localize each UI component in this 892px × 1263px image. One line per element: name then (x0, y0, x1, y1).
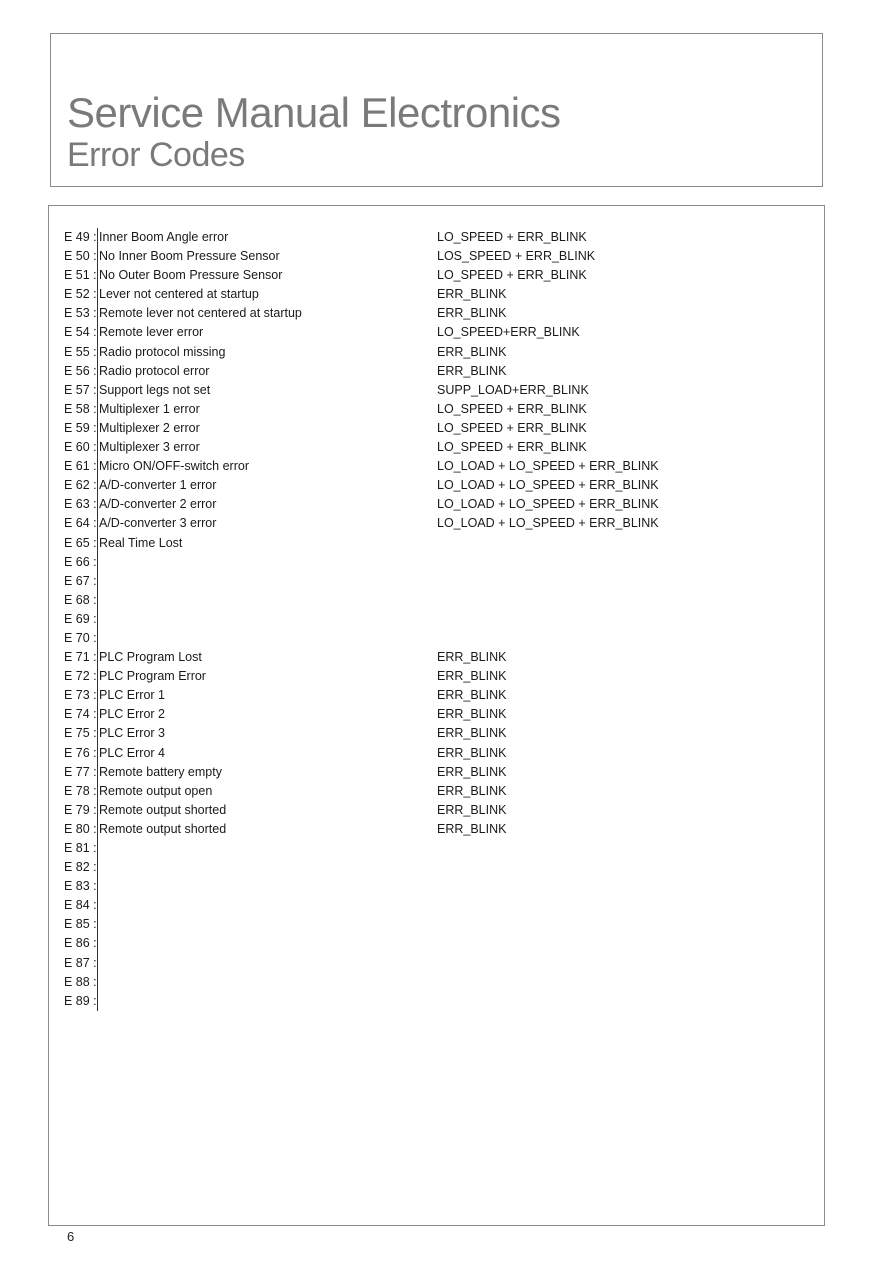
column-separator (97, 839, 98, 858)
page-number: 6 (67, 1229, 75, 1244)
error-code-row (64, 572, 804, 591)
error-code: E 71 : (64, 650, 97, 665)
column-separator (97, 820, 98, 839)
error-code: E 55 : (64, 344, 97, 359)
column-separator (97, 667, 98, 686)
error-description: Remote lever error (99, 325, 204, 340)
error-code-row (64, 667, 804, 686)
column-separator (97, 285, 98, 304)
error-code-row (64, 915, 804, 934)
column-separator (97, 381, 98, 400)
error-code-row (64, 323, 804, 342)
error-code: E 79 : (64, 802, 97, 817)
column-separator (97, 304, 98, 323)
error-code-row (64, 553, 804, 572)
error-code-row (64, 362, 804, 381)
error-action: ERR_BLINK (437, 344, 507, 359)
error-action: LO_SPEED + ERR_BLINK (437, 268, 587, 283)
error-action: LO_LOAD + LO_SPEED + ERR_BLINK (437, 516, 659, 531)
error-code-row (64, 457, 804, 476)
error-code-row (64, 954, 804, 973)
error-description: A/D-converter 1 error (99, 478, 217, 493)
error-action: LO_SPEED+ERR_BLINK (437, 325, 580, 340)
error-codes-box (48, 205, 825, 1226)
column-separator (97, 610, 98, 629)
error-action: ERR_BLINK (437, 287, 507, 302)
error-action: LO_LOAD + LO_SPEED + ERR_BLINK (437, 497, 659, 512)
error-description: PLC Error 3 (99, 726, 165, 741)
error-description: Remote output open (99, 783, 213, 798)
error-code-row (64, 495, 804, 514)
error-description: PLC Error 4 (99, 745, 165, 760)
error-code-row (64, 934, 804, 953)
error-code: E 53 : (64, 306, 97, 321)
error-code: E 83 : (64, 879, 97, 894)
error-description: No Inner Boom Pressure Sensor (99, 249, 280, 264)
column-separator (97, 553, 98, 572)
error-description: Radio protocol error (99, 363, 210, 378)
error-code: E 86 : (64, 936, 97, 951)
error-code-row (64, 400, 804, 419)
error-code-row (64, 247, 804, 266)
column-separator (97, 896, 98, 915)
error-description: Remote battery empty (99, 764, 222, 779)
error-code: E 78 : (64, 783, 97, 798)
error-description: Radio protocol missing (99, 344, 226, 359)
error-description: A/D-converter 3 error (99, 516, 217, 531)
error-code-row (64, 381, 804, 400)
error-code-row (64, 858, 804, 877)
error-description: Lever not centered at startup (99, 287, 259, 302)
error-code: E 69 : (64, 611, 97, 626)
error-code: E 50 : (64, 249, 97, 264)
error-description: Micro ON/OFF-switch error (99, 459, 249, 474)
error-code-row (64, 304, 804, 323)
error-action: ERR_BLINK (437, 726, 507, 741)
error-code-row (64, 228, 804, 247)
column-separator (97, 323, 98, 342)
error-description: Remote lever not centered at startup (99, 306, 302, 321)
column-separator (97, 228, 98, 247)
error-code: E 81 : (64, 841, 97, 855)
error-action: SUPP_LOAD+ERR_BLINK (437, 382, 589, 397)
error-code-row (64, 476, 804, 495)
error-action: ERR_BLINK (437, 306, 507, 321)
error-code-row (64, 438, 804, 457)
error-code-row (64, 820, 804, 839)
error-action: ERR_BLINK (437, 821, 507, 836)
column-separator (97, 572, 98, 591)
column-separator (97, 724, 98, 743)
column-separator (97, 763, 98, 782)
page-title: Service Manual Electronics (67, 89, 561, 136)
error-action: ERR_BLINK (437, 688, 507, 703)
error-description: PLC Program Lost (99, 650, 202, 665)
page-subtitle: Error Codes (67, 136, 245, 174)
error-code: E 62 : (64, 478, 97, 493)
column-separator (97, 457, 98, 476)
error-code: E 61 : (64, 459, 97, 474)
error-code-row (64, 744, 804, 763)
error-code: E 73 : (64, 688, 97, 703)
column-separator (97, 247, 98, 266)
error-action: LO_LOAD + LO_SPEED + ERR_BLINK (437, 459, 659, 474)
error-code: E 75 : (64, 726, 97, 741)
error-description: Multiplexer 3 error (99, 440, 200, 455)
error-code-row (64, 782, 804, 801)
error-code-row (64, 610, 804, 629)
error-code: E 59 : (64, 420, 97, 435)
error-code: E 57 : (64, 382, 97, 397)
error-code: E 85 : (64, 917, 97, 932)
error-code: E 82 : (64, 860, 97, 875)
column-separator (97, 362, 98, 381)
column-separator (97, 705, 98, 724)
error-code: E 87 : (64, 955, 97, 970)
error-code-row (64, 629, 804, 648)
error-description: No Outer Boom Pressure Sensor (99, 268, 283, 283)
error-code-row (64, 686, 804, 705)
error-code: E 66 : (64, 554, 97, 569)
error-code-row (64, 266, 804, 285)
error-description: Multiplexer 1 error (99, 401, 200, 416)
error-description: PLC Error 1 (99, 688, 165, 703)
error-code-row (64, 877, 804, 896)
error-action: LO_SPEED + ERR_BLINK (437, 420, 587, 435)
column-separator (97, 419, 98, 438)
error-code-row (64, 648, 804, 667)
error-code: E 68 : (64, 592, 97, 607)
error-action: ERR_BLINK (437, 764, 507, 779)
column-separator (97, 648, 98, 667)
error-code: E 52 : (64, 287, 97, 302)
error-description: PLC Error 2 (99, 707, 165, 722)
error-description: A/D-converter 2 error (99, 497, 217, 512)
error-action: LOS_SPEED + ERR_BLINK (437, 249, 596, 264)
error-code-row (64, 896, 804, 915)
error-code-row (64, 514, 804, 533)
error-code: E 63 : (64, 497, 97, 512)
column-separator (97, 438, 98, 457)
error-code: E 72 : (64, 669, 97, 684)
column-separator (97, 954, 98, 973)
error-code: E 67 : (64, 573, 97, 588)
error-code: E 89 : (64, 993, 97, 1008)
column-separator (97, 801, 98, 820)
error-code-row (64, 801, 804, 820)
error-code-row (64, 419, 804, 438)
error-code-row (64, 343, 804, 362)
error-action: ERR_BLINK (437, 783, 507, 798)
column-separator (97, 476, 98, 495)
column-separator (97, 534, 98, 553)
column-separator (97, 686, 98, 705)
error-description: Inner Boom Angle error (99, 230, 229, 244)
error-action: ERR_BLINK (437, 707, 507, 722)
column-separator (97, 858, 98, 877)
error-action: ERR_BLINK (437, 363, 507, 378)
error-description: Real Time Lost (99, 535, 183, 550)
error-code: E 76 : (64, 745, 97, 760)
column-separator (97, 973, 98, 992)
error-code: E 88 : (64, 974, 97, 989)
column-separator (97, 744, 98, 763)
column-separator (97, 266, 98, 285)
error-code: E 84 : (64, 898, 97, 913)
error-action: LO_SPEED + ERR_BLINK (437, 401, 587, 416)
error-description: Multiplexer 2 error (99, 420, 200, 435)
column-separator (97, 934, 98, 953)
error-code: E 54 : (64, 325, 97, 340)
error-action: ERR_BLINK (437, 669, 507, 684)
error-description: Support legs not set (99, 382, 211, 397)
error-code-row (64, 973, 804, 992)
error-description: PLC Program Error (99, 669, 206, 684)
error-description: Remote output shorted (99, 802, 227, 817)
error-code-row (64, 705, 804, 724)
column-separator (97, 992, 98, 1011)
error-action: ERR_BLINK (437, 745, 507, 760)
column-separator (97, 591, 98, 610)
column-separator (97, 495, 98, 514)
column-separator (97, 514, 98, 533)
error-code: E 58 : (64, 401, 97, 416)
column-separator (97, 343, 98, 362)
error-code-row (64, 534, 804, 553)
column-separator (97, 782, 98, 801)
error-action: LO_SPEED + ERR_BLINK (437, 440, 587, 455)
column-separator (97, 400, 98, 419)
error-action: LO_LOAD + LO_SPEED + ERR_BLINK (437, 478, 659, 493)
error-code-row (64, 591, 804, 610)
error-code: E 64 : (64, 516, 97, 531)
error-code-row (64, 285, 804, 304)
error-code: E 80 : (64, 821, 97, 836)
error-action: LO_SPEED + ERR_BLINK (437, 230, 587, 244)
error-code: E 70 : (64, 630, 97, 645)
column-separator (97, 877, 98, 896)
error-code-row (64, 839, 804, 858)
error-code: E 49 : (64, 230, 97, 244)
error-code: E 77 : (64, 764, 97, 779)
error-code: E 74 : (64, 707, 97, 722)
error-action: ERR_BLINK (437, 650, 507, 665)
header-box (50, 33, 823, 187)
error-code-list (64, 228, 804, 1011)
column-separator (97, 915, 98, 934)
error-code-row (64, 992, 804, 1011)
error-action: ERR_BLINK (437, 802, 507, 817)
error-code-row (64, 724, 804, 743)
error-code: E 65 : (64, 535, 97, 550)
error-description: Remote output shorted (99, 821, 227, 836)
error-code: E 51 : (64, 268, 97, 283)
error-code: E 56 : (64, 363, 97, 378)
column-separator (97, 629, 98, 648)
error-code: E 60 : (64, 440, 97, 455)
error-code-row (64, 763, 804, 782)
